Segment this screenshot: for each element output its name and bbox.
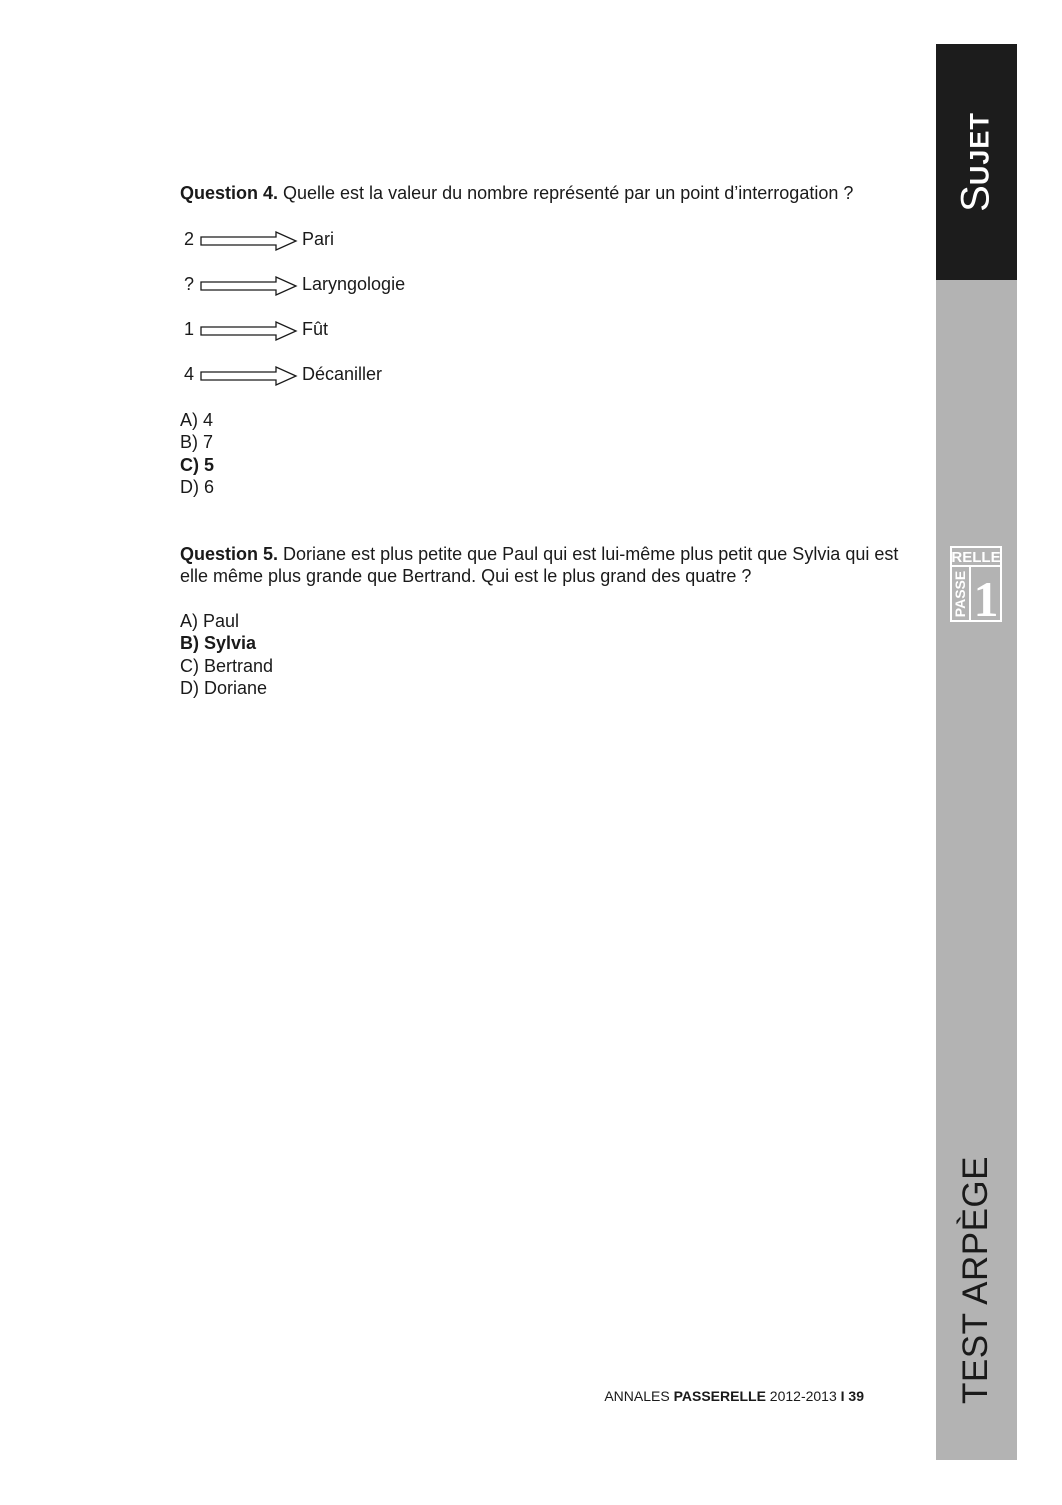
- arrow-icon: [200, 276, 298, 296]
- question-4-number: Question 4.: [180, 183, 279, 203]
- test-arpege-label: TEST ARPÈGE: [956, 1156, 995, 1404]
- answer-option: C) Bertrand: [180, 655, 274, 676]
- page-number: 39: [844, 1388, 864, 1404]
- answer-option: A) Paul: [180, 610, 240, 631]
- question-4-text: Quelle est la valeur du nombre représenté par un point d’interrogation ?: [278, 183, 854, 203]
- row-number: 2: [184, 228, 195, 249]
- page-content: [180, 182, 900, 700]
- answer-option: B) 7: [180, 432, 214, 452]
- row-word: Fût: [302, 318, 329, 339]
- footer-years: 2012-2013: [765, 1388, 841, 1404]
- footer-brand: PASSERELLE: [673, 1388, 766, 1404]
- footer-separator: I: [840, 1388, 845, 1404]
- arrow-icon: [200, 231, 298, 251]
- arrow-row: [180, 228, 900, 250]
- page-footer: [604, 1388, 864, 1404]
- row-number: ?: [184, 273, 195, 294]
- arrow-icon: [200, 321, 298, 341]
- footer-prefix: ANNALES: [604, 1388, 674, 1404]
- question-5-number: Question 5.: [180, 543, 279, 564]
- sujet-label: SUJET: [953, 112, 998, 212]
- answer-option-correct: C) 5: [180, 454, 215, 475]
- question-5-answers: [180, 610, 900, 700]
- answer-option: D) 6: [180, 477, 215, 497]
- question-5-title: [180, 543, 900, 588]
- arrow-row: [180, 273, 900, 295]
- row-word: Laryngologie: [302, 273, 406, 294]
- arrow-icon: [200, 366, 298, 386]
- question-4-answers: [180, 409, 900, 499]
- arrow-row: [180, 318, 900, 340]
- answer-option: D) Doriane: [180, 678, 268, 698]
- row-number: 4: [184, 363, 195, 384]
- logo-digit: 1: [973, 571, 999, 622]
- arrow-row: [180, 363, 900, 385]
- logo-side-text: PASSE: [952, 570, 968, 618]
- question-5-text: Doriane est plus petite que Paul qui est lui-même plus petit que Sylvia qui est elle même plus grande que Bertrand. Qui est le plus grand des quatre ?: [180, 543, 899, 586]
- row-number: 1: [184, 318, 195, 339]
- question-4-title: [180, 182, 900, 205]
- answer-option: A) 4: [180, 409, 214, 430]
- answer-option-correct: B) Sylvia: [180, 633, 257, 653]
- row-word: Pari: [302, 228, 335, 249]
- row-word: Décaniller: [302, 363, 383, 384]
- passerelle-logo: [950, 546, 1002, 622]
- logo-top-text: RELLE: [951, 549, 1001, 566]
